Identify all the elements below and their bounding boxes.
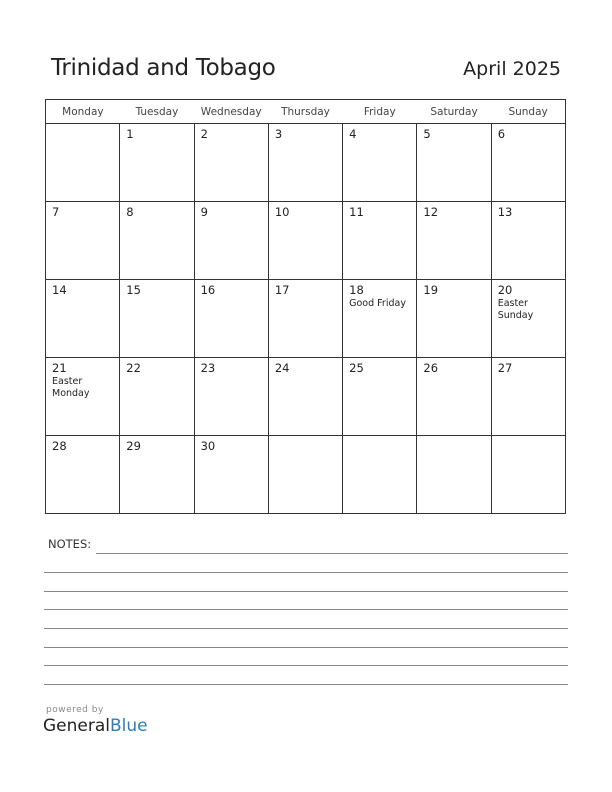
day-cell bbox=[491, 124, 565, 202]
weekday-header: Friday bbox=[343, 100, 417, 124]
day-number: 10 bbox=[274, 205, 290, 219]
day-cell bbox=[491, 202, 565, 280]
week-row bbox=[46, 124, 566, 202]
calendar-month-title: April 2025 bbox=[463, 58, 561, 80]
day-cell bbox=[46, 280, 120, 358]
day-number: 28 bbox=[52, 439, 67, 453]
week-row bbox=[46, 280, 566, 358]
day-cell bbox=[343, 358, 417, 436]
day-number: 22 bbox=[126, 361, 141, 375]
day-cell bbox=[491, 280, 565, 358]
day-cell bbox=[417, 358, 491, 436]
weekday-header: Saturday bbox=[417, 100, 491, 124]
day-cell bbox=[343, 436, 417, 514]
day-number: 12 bbox=[423, 205, 439, 219]
day-cell bbox=[268, 202, 342, 280]
notes-line bbox=[96, 553, 568, 554]
day-cell bbox=[268, 436, 342, 514]
day-cell bbox=[120, 202, 194, 280]
day-number: 6 bbox=[497, 127, 506, 141]
day-number: 24 bbox=[274, 361, 290, 375]
notes-line bbox=[44, 684, 568, 685]
calendar-country-title: Trinidad and Tobago bbox=[51, 55, 276, 81]
week-row bbox=[46, 358, 566, 436]
day-cell bbox=[46, 358, 120, 436]
day-number: 7 bbox=[52, 205, 60, 219]
day-number: 2 bbox=[200, 127, 208, 141]
notes-line bbox=[44, 665, 568, 666]
day-cell bbox=[343, 280, 417, 358]
notes-line bbox=[44, 591, 568, 592]
day-cell bbox=[194, 202, 268, 280]
notes-label: NOTES: bbox=[48, 537, 92, 551]
holiday-label: Good Friday bbox=[349, 298, 406, 309]
week-row bbox=[46, 436, 566, 514]
day-cell bbox=[46, 436, 120, 514]
weekday-header: Thursday bbox=[268, 100, 342, 124]
day-cell bbox=[194, 358, 268, 436]
week-row bbox=[46, 202, 566, 280]
day-cell bbox=[120, 436, 194, 514]
notes-line bbox=[44, 572, 568, 573]
day-number: 27 bbox=[497, 361, 513, 375]
weekday-header-row bbox=[46, 100, 566, 124]
day-cell bbox=[417, 202, 491, 280]
day-cell bbox=[268, 280, 342, 358]
day-cell bbox=[417, 280, 491, 358]
notes-line bbox=[44, 628, 568, 629]
day-number: 29 bbox=[126, 439, 141, 453]
day-cell bbox=[46, 202, 120, 280]
day-number: 11 bbox=[349, 205, 364, 219]
brand-logo bbox=[43, 716, 148, 736]
calendar-grid bbox=[45, 99, 566, 514]
holiday-label: Easter Monday bbox=[52, 376, 90, 399]
day-cell bbox=[343, 202, 417, 280]
day-number: 16 bbox=[200, 283, 216, 297]
day-cell bbox=[194, 124, 268, 202]
day-number: 9 bbox=[200, 205, 208, 219]
day-number: 3 bbox=[274, 127, 283, 141]
day-cell bbox=[120, 124, 194, 202]
day-number: 17 bbox=[274, 283, 290, 297]
day-number: 15 bbox=[126, 283, 141, 297]
weekday-header: Sunday bbox=[491, 100, 565, 124]
day-number: 30 bbox=[200, 439, 216, 453]
day-cell bbox=[417, 436, 491, 514]
day-number: 5 bbox=[423, 127, 431, 141]
day-number: 1 bbox=[126, 127, 134, 141]
day-cell bbox=[491, 358, 565, 436]
notes-line bbox=[44, 609, 568, 610]
weekday-header: Wednesday bbox=[194, 100, 268, 124]
day-number: 4 bbox=[349, 127, 357, 141]
day-cell bbox=[268, 124, 342, 202]
powered-by-text: powered by bbox=[46, 705, 104, 715]
day-cell bbox=[491, 436, 565, 514]
day-number: 13 bbox=[497, 205, 513, 219]
day-number: 26 bbox=[423, 361, 439, 375]
day-number: 20 bbox=[497, 283, 513, 297]
weekday-header: Tuesday bbox=[120, 100, 194, 124]
day-number: 23 bbox=[200, 361, 216, 375]
day-cell bbox=[268, 358, 342, 436]
day-cell bbox=[417, 124, 491, 202]
day-cell bbox=[46, 124, 120, 202]
day-cell bbox=[194, 436, 268, 514]
brand-logo-blue: Blue bbox=[110, 716, 148, 736]
day-cell bbox=[120, 358, 194, 436]
weekday-header: Monday bbox=[46, 100, 120, 124]
day-number: 18 bbox=[349, 283, 364, 297]
brand-logo-general: General bbox=[43, 716, 110, 736]
day-number: 14 bbox=[52, 283, 67, 297]
day-number: 25 bbox=[349, 361, 364, 375]
holiday-label: Easter Sunday bbox=[497, 298, 534, 321]
day-cell bbox=[194, 280, 268, 358]
day-number: 21 bbox=[52, 361, 67, 375]
day-cell bbox=[120, 280, 194, 358]
notes-line bbox=[44, 647, 568, 648]
day-number: 8 bbox=[126, 205, 134, 219]
day-number: 19 bbox=[423, 283, 439, 297]
day-cell bbox=[343, 124, 417, 202]
